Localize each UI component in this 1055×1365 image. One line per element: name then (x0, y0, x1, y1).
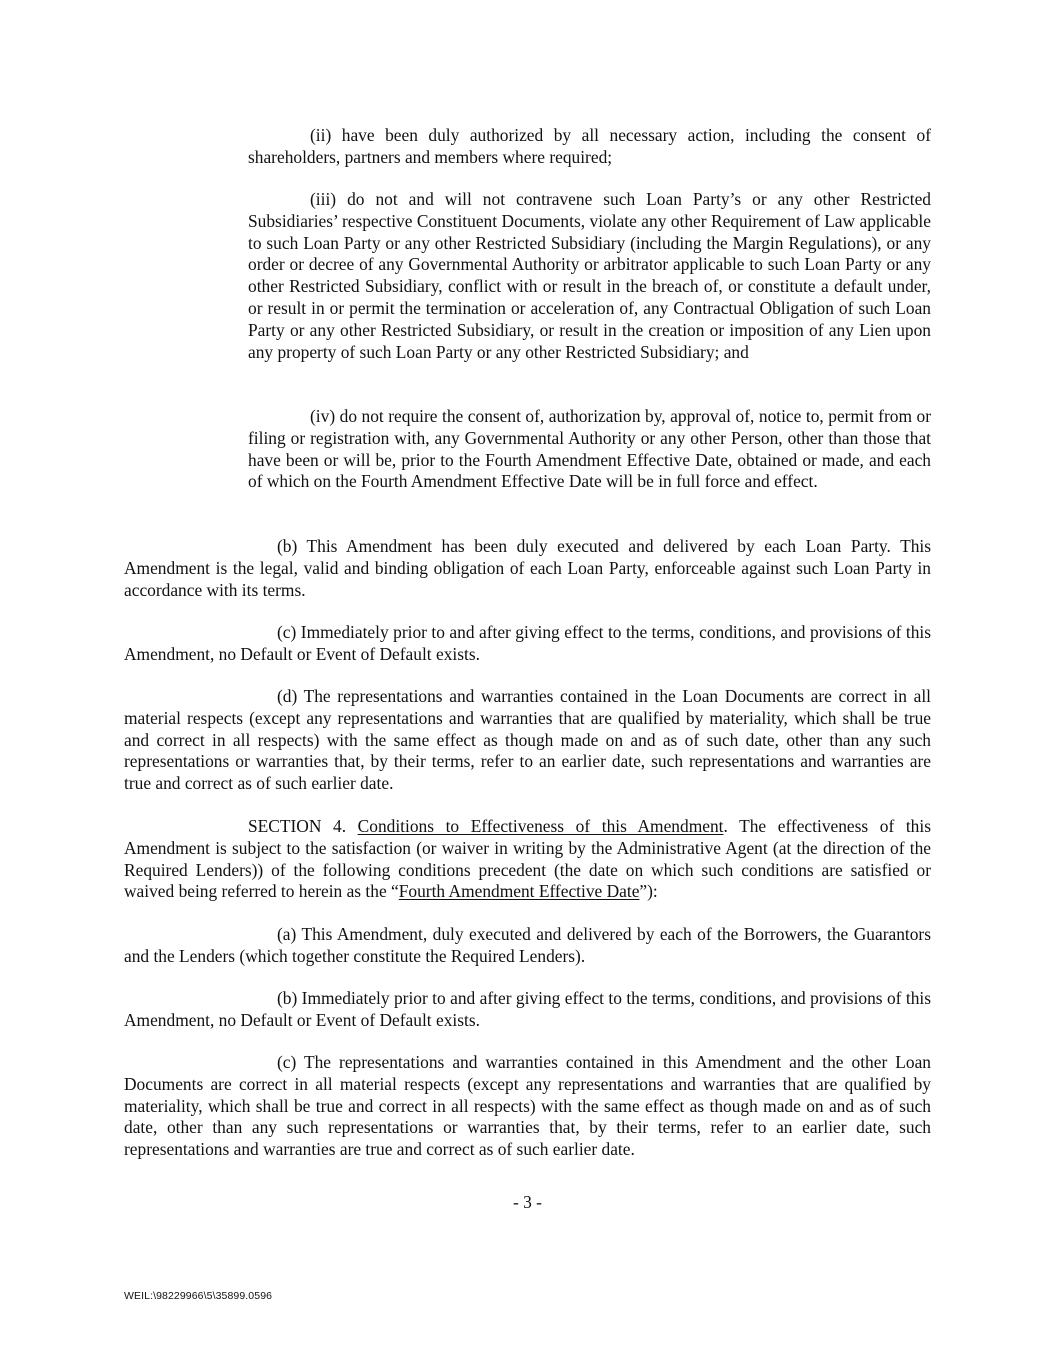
condition-b: (b) Immediately prior to and after giving effect to the terms, conditions, and provisions of this Amendment, no Default or Event of Default exists. (124, 988, 931, 1030)
section-4-closing: ”): (639, 881, 658, 902)
condition-c: (c) The representations and warranties contained in this Amendment and the other Loan Documents are correct in all material respects (except any representations and warranties that are qualified by materiality, which shall be true and correct in all respects) with the same effect as though made on and as of such date, other than any such representations or warranties that, by their terms, refer to an earlier date, such representations and warranties are true and correct as of such earlier date. (124, 1052, 931, 1160)
clause-iii: (iii) do not and will not contravene such Loan Party’s or any other Restricted Subsidiaries’ respective Constituent Documents, violate any other Requirement of Law applicable to such Loan Party or any other Restricted Subsidiary (including the Margin Regulations), or any order or decree of any Governmental Authority or arbitrator applicable to such Loan Party or any other Restricted Subsidiary, conflict with or result in the breach of, or constitute a default under, or result in or permit the termination or acceleration of, any Contractual Obligation of such Loan Party or any other Restricted Subsidiary, or result in the creation or imposition of any Lien upon any property of such Loan Party or any other Restricted Subsidiary; and (248, 189, 931, 362)
section-4-paragraph (124, 816, 931, 903)
section-4-body: . The effectiveness of this Amendment is subject to the satisfaction (or waiver in writing by the Administrative Agent (at the direction of the Required Lenders)) of the following conditions precedent (the date on which such conditions are satisfied or waived being referred to herein as the “ (124, 816, 931, 902)
clause-ii: (ii) have been duly authorized by all necessary action, including the consent of shareholders, partners and members where required; (248, 125, 931, 167)
section-4-label: SECTION 4. (248, 816, 358, 836)
condition-a: (a) This Amendment, duly executed and delivered by each of the Borrowers, the Guarantors and the Lenders (which together constitute the Required Lenders). (124, 924, 931, 966)
clause-c: (c) Immediately prior to and after giving effect to the terms, conditions, and provisions of this Amendment, no Default or Event of Default exists. (124, 622, 931, 664)
clause-b: (b) This Amendment has been duly executed and delivered by each Loan Party. This Amendment is the legal, valid and binding obligation of each Loan Party, enforceable against such Loan Party in accordance with its terms. (124, 536, 931, 600)
page-number: - 3 - (513, 1192, 542, 1212)
section-4-heading: Conditions to Effectiveness of this Amendment (357, 816, 724, 836)
document-id: WEIL:\98229966\5\35899.0596 (124, 1290, 273, 1302)
defined-term: Fourth Amendment Effective Date (398, 881, 640, 902)
clause-d: (d) The representations and warranties contained in the Loan Documents are correct in all material respects (except any representations and warranties that are qualified by materiality, which shall be true and correct in all respects) with the same effect as though made on and as of such date, other than any such representations or warranties that, by their terms, refer to an earlier date, such representations and warranties are true and correct as of such earlier date. (124, 686, 931, 794)
clause-iv: (iv) do not require the consent of, authorization by, approval of, notice to, permit from or filing or registration with, any Governmental Authority or any other Person, other than those that have been or will be, prior to the Fourth Amendment Effective Date, obtained or made, and each of which on the Fourth Amendment Effective Date will be in full force and effect. (248, 406, 931, 492)
